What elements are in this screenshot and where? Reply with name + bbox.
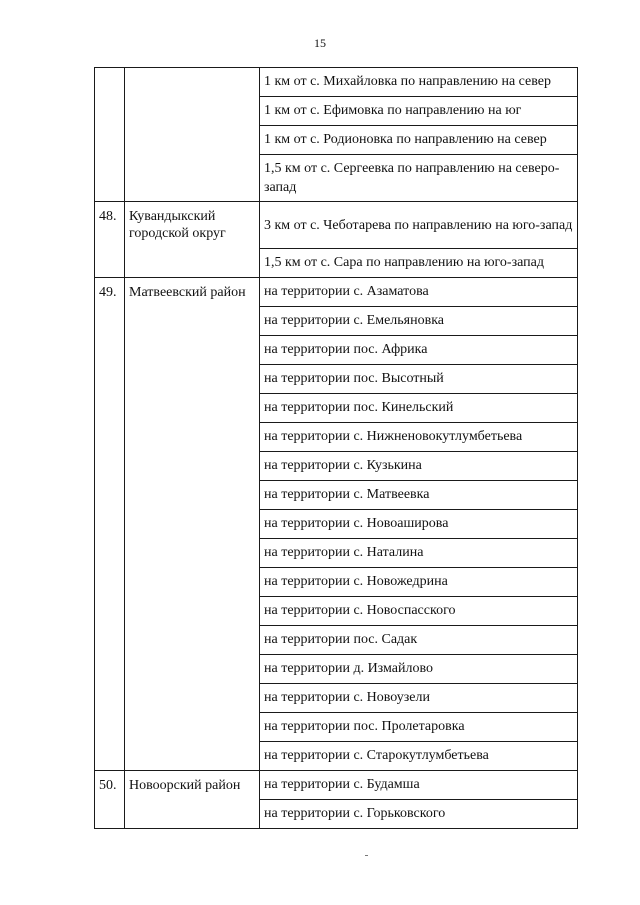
- location-cell: на территории пос. Африка: [260, 336, 578, 365]
- location-cell: на территории с. Нижненовокутлумбетьева: [260, 423, 578, 452]
- page-number: 15: [314, 36, 326, 50]
- scan-speck: [365, 855, 368, 856]
- locations-table: [94, 67, 578, 829]
- row-number-cell: 49.: [95, 278, 125, 771]
- location-cell: на территории пос. Пролетаровка: [260, 713, 578, 742]
- location-cell: на территории пос. Высотный: [260, 365, 578, 394]
- table-row: [95, 278, 578, 307]
- location-cell: на территории с. Азаматова: [260, 278, 578, 307]
- row-number-cell: 48.: [95, 202, 125, 278]
- location-cell: 1 км от с. Родионовка по направлению на север: [260, 126, 578, 155]
- location-cell: на территории с. Горьковского: [260, 800, 578, 829]
- location-cell: на территории пос. Садак: [260, 626, 578, 655]
- location-cell: 1 км от с. Михайловка по направлению на север: [260, 68, 578, 97]
- location-cell: на территории с. Матвеевка: [260, 481, 578, 510]
- location-cell: на территории пос. Кинельский: [260, 394, 578, 423]
- location-cell: на территории с. Наталина: [260, 539, 578, 568]
- table-row: [95, 771, 578, 800]
- location-cell: на территории с. Новожедрина: [260, 568, 578, 597]
- location-cell: на территории д. Измайлово: [260, 655, 578, 684]
- location-cell: на территории с. Емельяновка: [260, 307, 578, 336]
- location-cell: 1,5 км от с. Сара по направлению на юго-запад: [260, 249, 578, 278]
- district-cell: Матвеевский район: [125, 278, 260, 771]
- location-cell: на территории с. Новоспасского: [260, 597, 578, 626]
- location-cell: на территории с. Будамша: [260, 771, 578, 800]
- location-cell: на территории с. Кузькина: [260, 452, 578, 481]
- table-body: [95, 68, 578, 829]
- row-number-cell: 50.: [95, 771, 125, 829]
- district-cell: [125, 68, 260, 202]
- row-number-cell: [95, 68, 125, 202]
- location-cell: 3 км от с. Чеботарева по направлению на юго-запад: [260, 202, 578, 249]
- district-cell: Кувандыкский городской округ: [125, 202, 260, 278]
- table-row: [95, 68, 578, 97]
- location-cell: 1 км от с. Ефимовка по направлению на юг: [260, 97, 578, 126]
- location-cell: 1,5 км от с. Сергеевка по направлению на северо-запад: [260, 155, 578, 202]
- location-cell: на территории с. Новоузели: [260, 684, 578, 713]
- location-cell: на территории с. Новоаширова: [260, 510, 578, 539]
- location-cell: на территории с. Старокутлумбетьева: [260, 742, 578, 771]
- table-row: [95, 202, 578, 249]
- district-cell: Новоорский район: [125, 771, 260, 829]
